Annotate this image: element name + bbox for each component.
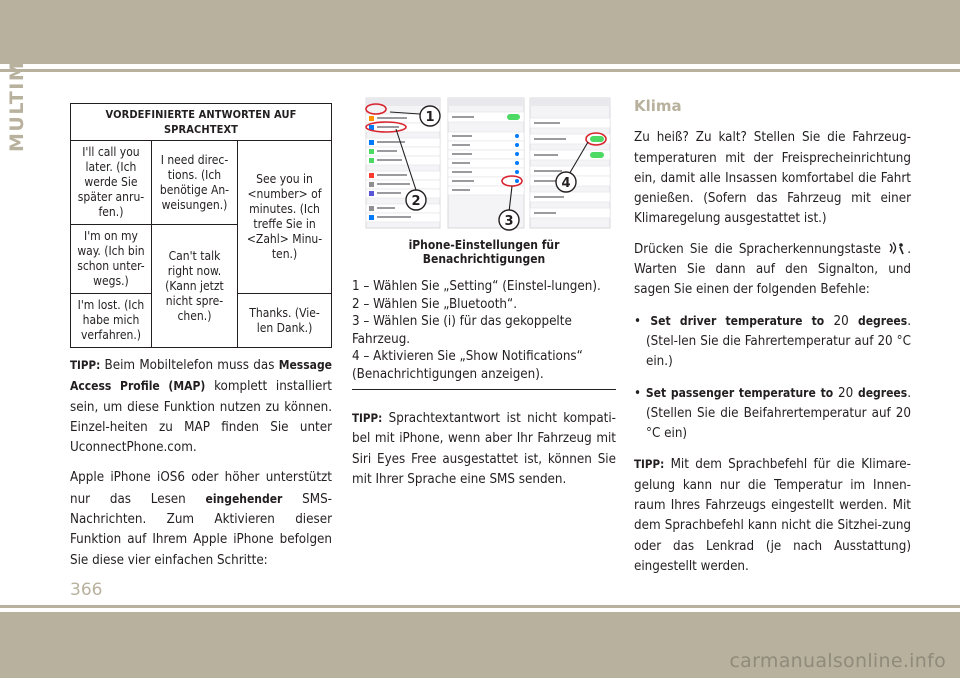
column-middle [352, 92, 616, 500]
map-term: Message Access Profile (MAP) [70, 358, 332, 394]
step-item: 2 – Wählen Sie „Bluetooth“. [352, 296, 518, 312]
callout-2: 2 [411, 194, 421, 209]
iphone-settings-figure [352, 92, 616, 232]
tip-label: TIPP: [352, 411, 383, 425]
tip-paragraph-climate: TIPP: Mit dem Sprachbefehl für die Klimare-gelung kann nur die Temperatur im Innen-raum Ihres Fahrzeugs eingestellt werden. Mit dem Sprachbefehl kann nicht die Sitzhei-zung oder das Lenkrad (je nach Ausstattung) eingestellt werden. [634, 457, 911, 574]
command-bullet-driver: • Set driver temperature to 20 degrees. (Stel-len Sie die Fahrertemperatur auf 20 °C ein.) [634, 313, 911, 370]
steps-list [352, 278, 616, 383]
table-cell: I need direc-tions. (Ich benötige An-weisungen.) [151, 141, 237, 225]
predefined-responses-table [70, 103, 332, 348]
callout-marker [556, 172, 576, 192]
tip-label: TIPP: [70, 358, 101, 372]
tip-label: TIPP: [634, 457, 665, 472]
voice-command-icon [887, 241, 907, 255]
top-rule [0, 69, 960, 72]
callout-4: 4 [561, 176, 571, 191]
table-header: VORDEFINIERTE ANTWORTEN AUF SPRACHTEXT [71, 104, 332, 141]
climate-intro: Zu heiß? Zu kalt? Stellen Sie die Fahrzeug-temperaturen mit der Freisprecheinrichtung ein, damit alle Insassen komfortabel die Fahrt genießen. (Sofern das Fahrzeug mit einer Klimaregelung ausgestattet ist.) [634, 130, 911, 227]
section-heading: Klima [634, 97, 682, 115]
callout-marker [406, 190, 426, 210]
command-bullet-passenger: • Set passenger temperature to 20 degrees. (Stellen Sie die Beifahrertemperatur auf 20 °C ein) [634, 385, 911, 442]
table-cell: I'm lost. (Ich habe mich verfahren.) [71, 294, 152, 348]
table-cell: Can't talk right now. (Kann jetzt nicht spre-chen.) [151, 225, 237, 348]
table-cell: I'll call you later. (Ich werde Sie später anru-fen.) [71, 141, 152, 225]
figure-caption: iPhone-Einstellungen für Benachrichtigungen [408, 238, 560, 266]
step-item: 1 – Wählen Sie „Setting“ (Einstel-lungen). [352, 279, 601, 294]
callout-1: 1 [425, 110, 435, 125]
step-item: 3 – Wählen Sie (i) für das gekoppelte Fahrzeug. [352, 314, 572, 347]
page-number: 366 [70, 580, 103, 600]
section-side-label: MULTIMEDIA [6, 4, 28, 152]
column-left [70, 100, 332, 581]
table-cell: See you in <number> of minutes. (Ich treffe Sie in <Zahl> Minu-ten.) [238, 141, 332, 294]
column-right [634, 98, 911, 587]
callout-marker [420, 106, 440, 126]
callout-marker [499, 210, 519, 230]
iphone-screenshots-illustration [352, 92, 616, 232]
bottom-rule [0, 605, 960, 608]
tip-paragraph-map: TIPP: Beim Mobiltelefon muss das Message Access Profile (MAP) komplett installiert sein, um diese Funktion nutzen zu können. Einzel-heiten zu MAP finden Sie unter UconnectPhone.com. [70, 358, 332, 456]
step-item: 4 – Aktivieren Sie „Show Notifications“ (Benachrichtigungen anzeigen). [352, 349, 583, 382]
top-band [0, 0, 960, 64]
callout-3: 3 [504, 214, 514, 229]
table-cell: Thanks. (Vie-len Dank.) [238, 294, 332, 348]
voice-instruction: Drücken Sie die Spracherkennungstaste . Warten Sie dann auf den Signalton, und sagen Sie einen der folgenden Befehle: [634, 241, 911, 298]
incoming-term: eingehender [205, 491, 283, 506]
watermark: carmanualsonline.info [729, 650, 946, 672]
tip-paragraph-siri: TIPP: Sprachtextantwort ist nicht kompati-bel mit iPhone, wenn aber Ihr Fahrzeug mit Siri Eyes Free ausgestattet ist, können Sie mit Ihrer Sprache eine SMS senden. [352, 411, 616, 487]
iphone-paragraph: Apple iPhone iOS6 oder höher unterstützt nur das Lesen eingehender SMS-Nachrichten. Zum Aktivieren dieser Funktion auf Ihrem Apple iPhone befolgen Sie diese vier einfachen Schritte: [70, 470, 332, 568]
steps-divider [352, 389, 616, 390]
table-cell: I'm on my way. (Ich bin schon unter-wegs.) [71, 225, 152, 294]
